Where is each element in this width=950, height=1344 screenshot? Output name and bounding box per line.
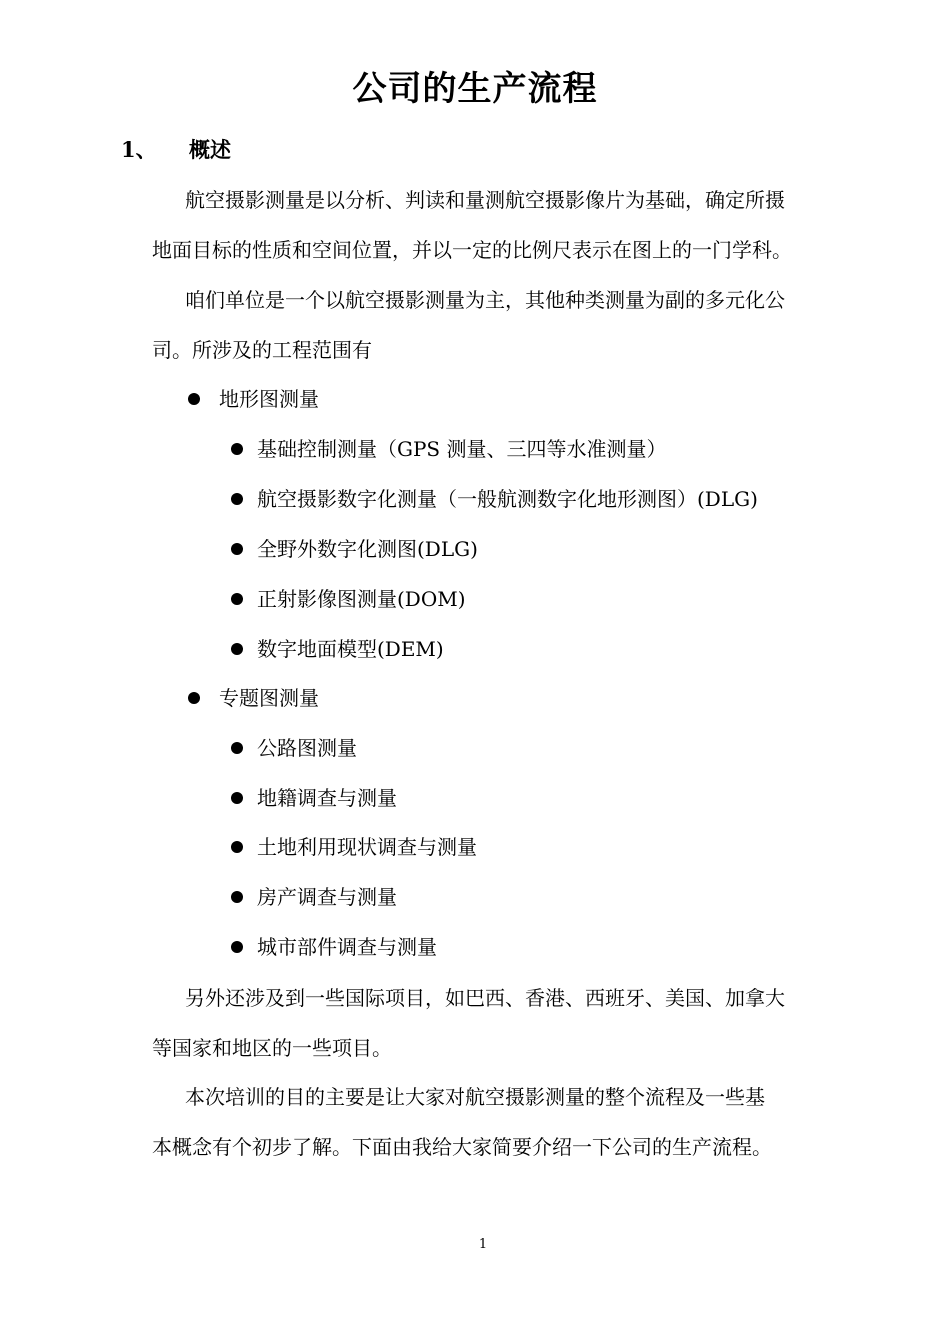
paragraph-line: 航空摄影测量是以分析、判读和量测航空摄影像片为基础，确定所摄 [185,188,785,212]
list-item [188,683,588,713]
paragraph-line: 本次培训的目的主要是让大家对航空摄影测量的整个流程及一些基 [185,1085,765,1109]
bullet-icon [231,841,243,853]
list-item [231,832,631,862]
section-heading [121,134,231,166]
list-item-label: 公路图测量 [257,736,357,760]
bullet-icon [188,393,200,405]
list-item [231,783,631,813]
section-number: 1、 [121,137,157,162]
list-item-label: 数字地面模型(DEM) [257,637,444,661]
paragraph-line: 地面目标的性质和空间位置，并以一定的比例尺表示在图上的一门学科。 [152,238,792,262]
list-item [188,384,588,414]
list-item [231,434,831,464]
bullet-icon [188,692,200,704]
page-number: 1 [478,1237,488,1252]
list-item [231,932,631,962]
bullet-icon [231,891,243,903]
paragraph-line: 等国家和地区的一些项目。 [152,1036,392,1060]
list-item-label: 航空摄影数字化测量（一般航测数字化地形测图）(DLG) [257,487,758,511]
list-item [231,484,881,514]
paragraph-line: 司。所涉及的工程范围有 [152,338,372,362]
bullet-icon [231,941,243,953]
document-title: 公司的生产流程 [352,69,598,109]
section-title: 概述 [189,137,231,162]
paragraph-line: 另外还涉及到一些国际项目，如巴西、香港、西班牙、美国、加拿大 [185,986,785,1010]
list-item [231,882,631,912]
list-item-label: 地形图测量 [219,387,319,411]
list-item-label: 地籍调查与测量 [257,786,397,810]
list-item-label: 土地利用现状调查与测量 [257,835,477,859]
list-item-label: 基础控制测量（GPS 测量、三四等水准测量） [257,437,667,461]
bullet-icon [231,443,243,455]
list-item-label: 正射影像图测量(DOM) [257,587,466,611]
list-item-label: 全野外数字化测图(DLG) [257,537,478,561]
bullet-icon [231,792,243,804]
list-item [231,733,631,763]
bullet-icon [231,493,243,505]
paragraph-line: 本概念有个初步了解。下面由我给大家简要介绍一下公司的生产流程。 [152,1135,772,1159]
list-item [231,534,631,564]
list-item-label: 专题图测量 [219,686,319,710]
list-item [231,634,631,664]
list-item-label: 城市部件调查与测量 [257,935,437,959]
bullet-icon [231,643,243,655]
bullet-icon [231,742,243,754]
bullet-icon [231,593,243,605]
bullet-icon [231,543,243,555]
list-item-label: 房产调查与测量 [257,885,397,909]
paragraph-line: 咱们单位是一个以航空摄影测量为主，其他种类测量为副的多元化公 [185,288,785,312]
list-item [231,584,631,614]
